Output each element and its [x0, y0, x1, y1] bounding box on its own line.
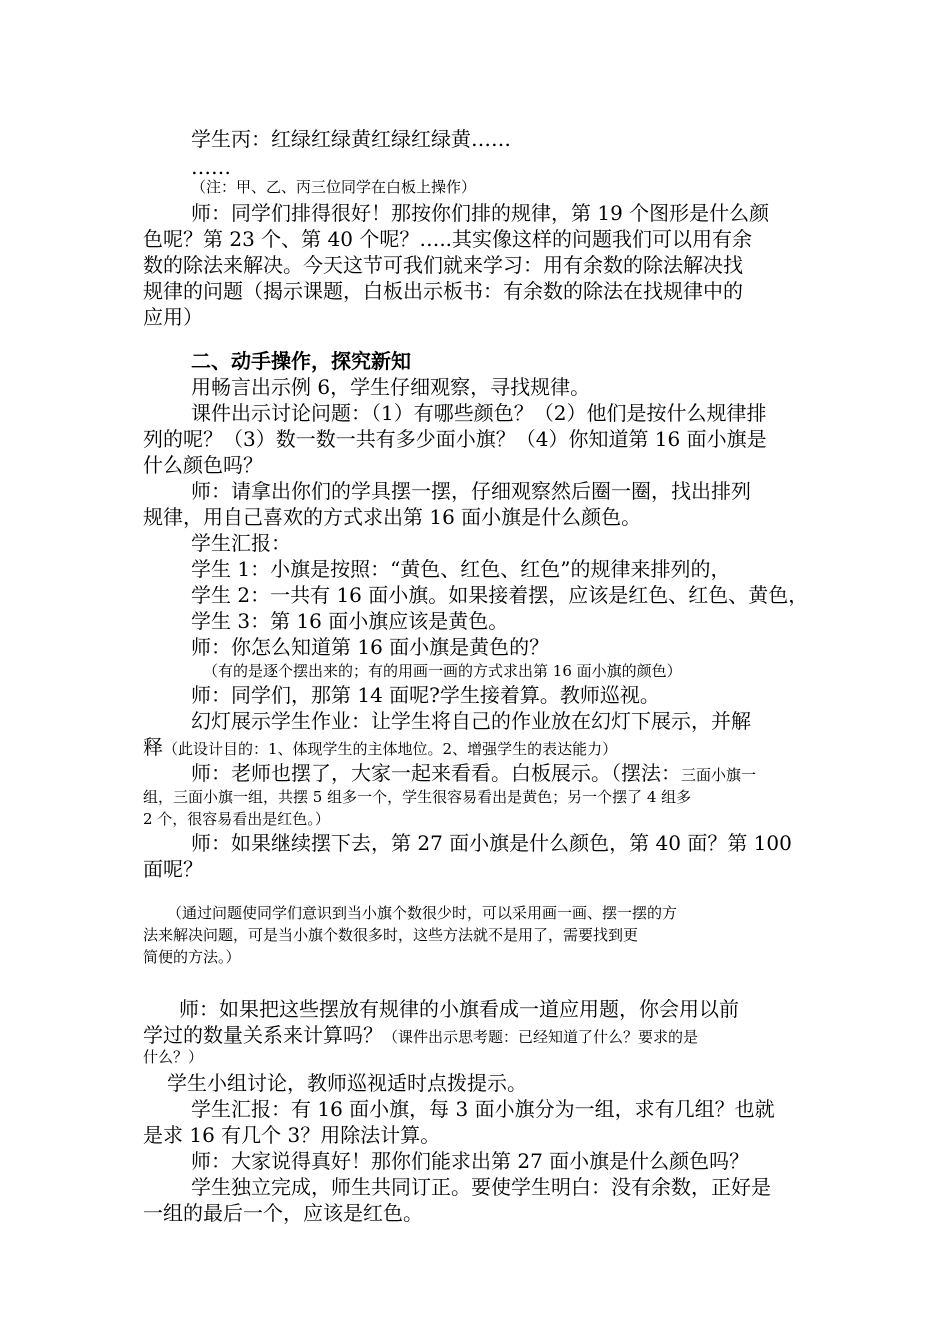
text-line: 法来解决问题，可是当小旗个数很多时，这些方法就不是用了，需要找到更 — [143, 926, 639, 944]
text-line: 幻灯展示学生作业：让学生将自己的作业放在幻灯下展示，并解 — [191, 709, 751, 733]
text-line: 什么？） — [143, 1048, 204, 1066]
text-line: 师：同学们，那第 14 面呢?学生接着算。教师巡视。 — [191, 683, 660, 707]
text-line: 学生汇报： — [191, 531, 291, 555]
text-line: 课件出示讨论问题：（1）有哪些颜色？（2）他们是按什么规律排 — [191, 401, 767, 425]
text-line: 师：如果把这些摆放有规律的小旗看成一道应用题，你会用以前 — [179, 997, 739, 1021]
text-line: 师：你怎么知道第 16 面小旗是黄色的？ — [191, 635, 550, 659]
text-line: 学生 2：一共有 16 面小旗。如果接着摆，应该是红色、红色、黄色， — [191, 583, 809, 607]
text-line: 师：大家说得真好！那你们能求出第 27 面小旗是什么颜色吗？ — [191, 1149, 750, 1173]
text-run: 学过的数量关系来计算吗？ — [143, 1023, 383, 1047]
text-line: 面呢？ — [143, 857, 203, 881]
text-line: 学生 1：小旗是按照：“黄色、红色、红色”的规律来排列的， — [191, 557, 731, 581]
text-line: 二、动手操作，探究新知 — [191, 349, 411, 373]
text-line: 学生独立完成，师生共同订正。要使学生明白：没有余数，正好是 — [191, 1175, 771, 1199]
text-line: 色呢？第 23 个、第 40 个呢？…..其实像这样的问题我们可以用有余 — [143, 227, 753, 251]
text-run-small: （此设计目的：1、体现学生的主体地位。2、增强学生的表达能力） — [163, 740, 618, 758]
text-line: （注：甲、乙、丙三位同学在白板上操作） — [191, 178, 477, 196]
text-run-small: （课件出示思考题：已经知道了什么？要求的是 — [383, 1028, 699, 1046]
text-line: 什么颜色吗？ — [143, 453, 263, 477]
text-line: 2 个，很容易看出是红色。） — [143, 810, 330, 828]
text-line: 师：同学们排得很好！那按你们排的规律，第 19 个图形是什么颜 — [191, 201, 770, 225]
text-line — [143, 760, 871, 788]
text-line: （有的是逐个摆出来的；有的用画一画的方式求出第 16 面小旗的颜色） — [203, 662, 682, 680]
text-line: 列的呢？（3）数一数一共有多少面小旗？（4）你知道第 16 面小旗是 — [143, 427, 767, 451]
text-line: 应用） — [143, 305, 203, 329]
text-line: 数的除法来解决。今天这节可我们就来学习：用有余数的除法解决找 — [143, 253, 743, 277]
text-run: 师：老师也摆了，大家一起来看看。白板展示。（摆法： — [191, 761, 681, 785]
text-line: 一组的最后一个，应该是红色。 — [143, 1201, 423, 1225]
text-line: 规律的问题（揭示课题，白板出示板书：有余数的除法在找规律中的 — [143, 279, 743, 303]
text-line: 用畅言出示例 6，学生仔细观察，寻找规律。 — [191, 375, 591, 399]
text-line: 学生汇报：有 16 面小旗，每 3 面小旗分为一组，求有几组？也就 — [191, 1097, 775, 1121]
text-run-small: 三面小旗一 — [681, 766, 757, 784]
text-line: 是求 16 有几个 3？用除法计算。 — [143, 1123, 441, 1147]
text-line: 学生丙：红绿红绿黄红绿红绿黄…… — [191, 127, 511, 151]
text-line: 规律，用自己喜欢的方式求出第 16 面小旗是什么颜色。 — [143, 505, 642, 529]
text-run: 释 — [143, 735, 163, 759]
text-line: 学生 3：第 16 面小旗应该是黄色。 — [191, 609, 509, 633]
text-line: 师：如果继续摆下去，第 27 面小旗是什么颜色，第 40 面？第 100 — [191, 831, 792, 855]
text-line: …… — [191, 155, 231, 179]
text-line — [143, 734, 823, 762]
text-line: 组，三面小旗一组，共摆 5 组多一个，学生很容易看出是黄色；另一个摆了 4 组多 — [143, 788, 692, 806]
text-line: 学生小组讨论，教师巡视适时点拨提示。 — [167, 1071, 527, 1095]
text-line: （通过问题使同学们意识到当小旗个数很少时，可以采用画一画、摆一摆的方 — [167, 904, 678, 922]
text-line: 师：请拿出你们的学具摆一摆，仔细观察然后圈一圈，找出排列 — [191, 479, 751, 503]
text-line: 简便的方法。） — [143, 948, 241, 966]
